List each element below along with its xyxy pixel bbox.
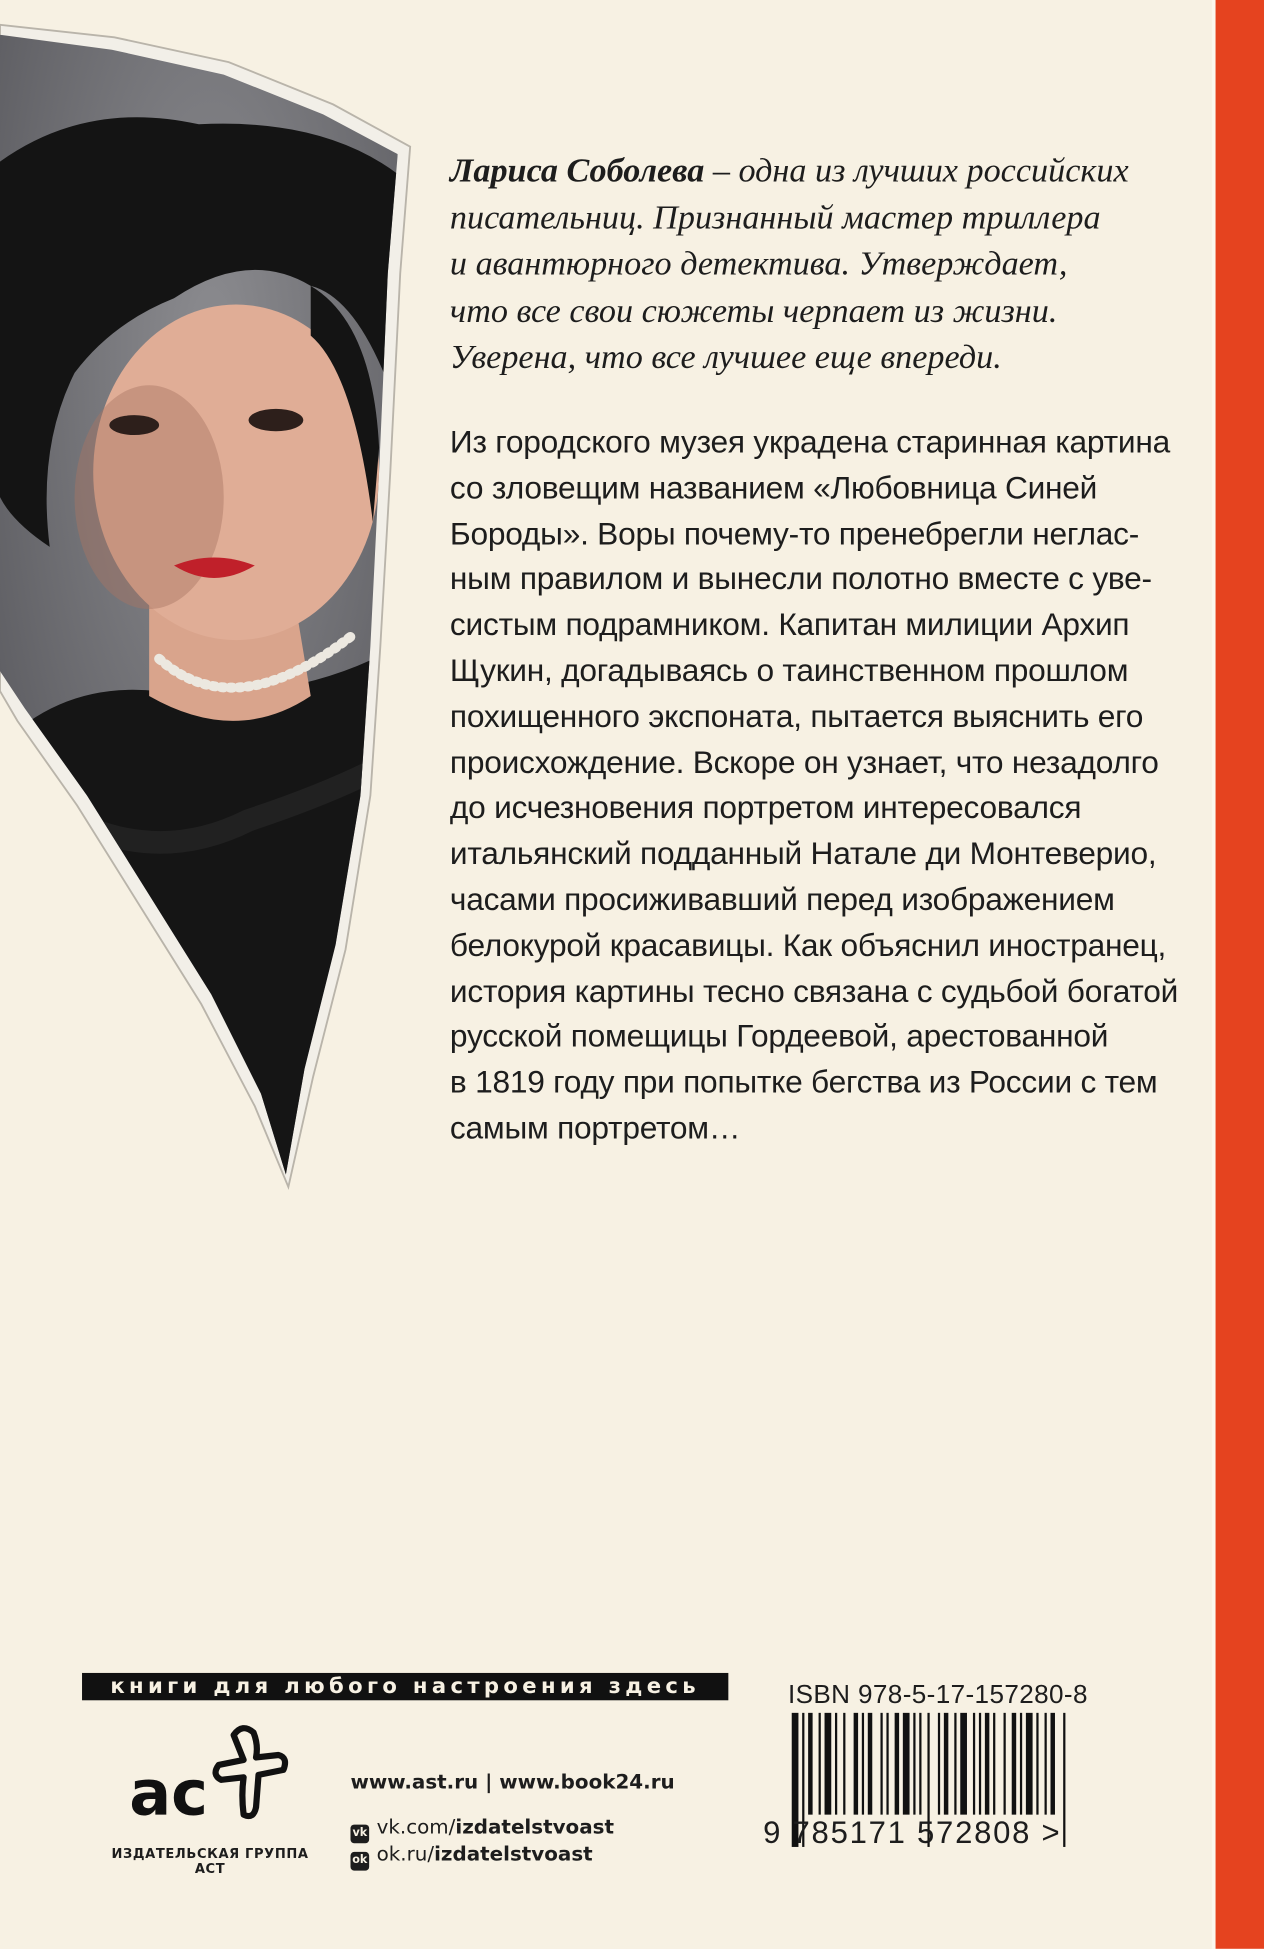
synopsis-line: самым портретом… — [449, 1111, 741, 1146]
barcode-bar — [979, 1713, 981, 1815]
barcode-bar — [1012, 1713, 1016, 1815]
barcode-bar — [1050, 1713, 1054, 1815]
bio-line-4: что все свои сюжеты черпает из жизни. — [449, 290, 1058, 329]
synopsis-line: Щукин, догадываясь о таинственном прошлом — [449, 653, 1129, 689]
barcode-bar — [993, 1713, 995, 1815]
synopsis-line: до исчезновения портретом интересовался — [449, 790, 1082, 826]
barcode-bar — [808, 1713, 812, 1815]
synopsis-line: ным правилом и вынесли полотно вместе с уве- — [449, 562, 1152, 598]
synopsis-line: Из городского музея украдена старинная картина — [449, 425, 1170, 460]
bio-line-1: Лариса Соболева – одна из лучших российских — [449, 150, 1129, 189]
synopsis-line: Бороды». Воры почему-то пренебрегли неглас- — [449, 516, 1140, 552]
synopsis-line: происхождение. Вскоре он узнает, что незадолго — [449, 745, 1159, 781]
barcode-bar — [862, 1713, 864, 1815]
barcode-bar — [825, 1713, 832, 1815]
ast-logo — [124, 1720, 292, 1832]
barcode-bar — [1036, 1713, 1038, 1815]
synopsis-line: белокурой красавицы. Как объяснил иностранец, — [449, 928, 1167, 963]
synopsis-line: в 1819 году при попытке бегства из России с тем — [449, 1065, 1158, 1101]
website-links[interactable]: www.ast.ru | www.book24.ru — [350, 1769, 675, 1794]
barcode-bar — [903, 1713, 910, 1815]
barcode-bar — [973, 1713, 975, 1815]
synopsis-line: история картины тесно связана с судьбой богатой — [449, 973, 1179, 1009]
barcode-bar — [1063, 1713, 1065, 1847]
author-bio — [450, 147, 1146, 380]
barcode-bar — [985, 1713, 989, 1815]
ok-link[interactable]: ok ok.ru/izdatelstvoast — [350, 1842, 592, 1871]
odnoklassniki-icon: ok — [350, 1852, 369, 1871]
bio-line-5: Уверена, что все лучшее еще впереди. — [449, 336, 1002, 376]
vk-link[interactable]: vk vk.com/izdatelstvoast — [350, 1815, 613, 1844]
barcode-bar — [944, 1713, 948, 1815]
barcode-bar — [854, 1713, 858, 1815]
synopsis-line: со зловещим названием «Любовница Синей — [449, 470, 1098, 506]
author-portrait — [0, 0, 423, 1193]
publisher-imprint: ИЗДАТЕЛЬСКАЯ ГРУППА АСТ — [111, 1846, 309, 1877]
barcode-bar — [843, 1713, 845, 1815]
barcode-bar — [1026, 1713, 1033, 1815]
ast-logo-text: ac — [129, 1756, 209, 1830]
barcode-bar — [819, 1713, 821, 1815]
barcode-bar — [895, 1713, 899, 1815]
synopsis-line: русской помещицы Гордеевой, арестованной — [449, 1019, 1109, 1055]
barcode-bar — [913, 1713, 915, 1815]
barcode-bar — [1004, 1713, 1006, 1815]
vk-icon: vk — [350, 1825, 369, 1844]
barcode-bar — [868, 1713, 872, 1815]
barcode-digits: 9 785171 572808 > — [763, 1815, 1062, 1851]
synopsis-line: похищенного экспоната, пытается выяснить его — [449, 699, 1144, 735]
barcode-bar — [1020, 1713, 1022, 1815]
tagline-bar: книги для любого настроения здесь — [82, 1673, 728, 1700]
synopsis-line: часами просиживавший перед изображением — [449, 882, 1115, 918]
barcode-bar — [835, 1713, 837, 1815]
barcode-bar — [919, 1713, 921, 1815]
synopsis-line: систым подрамником. Капитан милиции Архип — [449, 608, 1130, 643]
author-portrait-image — [0, 0, 423, 1193]
barcode-bar — [954, 1713, 956, 1815]
barcode-bar — [880, 1713, 882, 1815]
bio-line-2: писательниц. Признанный мастер триллера — [449, 196, 1101, 236]
barcode-bar — [938, 1713, 940, 1815]
spine-strip — [1216, 0, 1264, 1949]
bio-line-3: и авантюрного детектива. Утверждает, — [449, 243, 1068, 283]
isbn: ISBN 978-5-17-157280-8 — [787, 1680, 1088, 1709]
barcode-bar — [886, 1713, 888, 1815]
barcode-bar — [960, 1713, 967, 1815]
synopsis-line: итальянский подданный Натале ди Монтеверио, — [449, 836, 1157, 872]
book-synopsis — [449, 420, 1179, 1152]
barcode-bar — [1045, 1713, 1047, 1815]
author-name: Лариса Соболева — [449, 150, 705, 189]
